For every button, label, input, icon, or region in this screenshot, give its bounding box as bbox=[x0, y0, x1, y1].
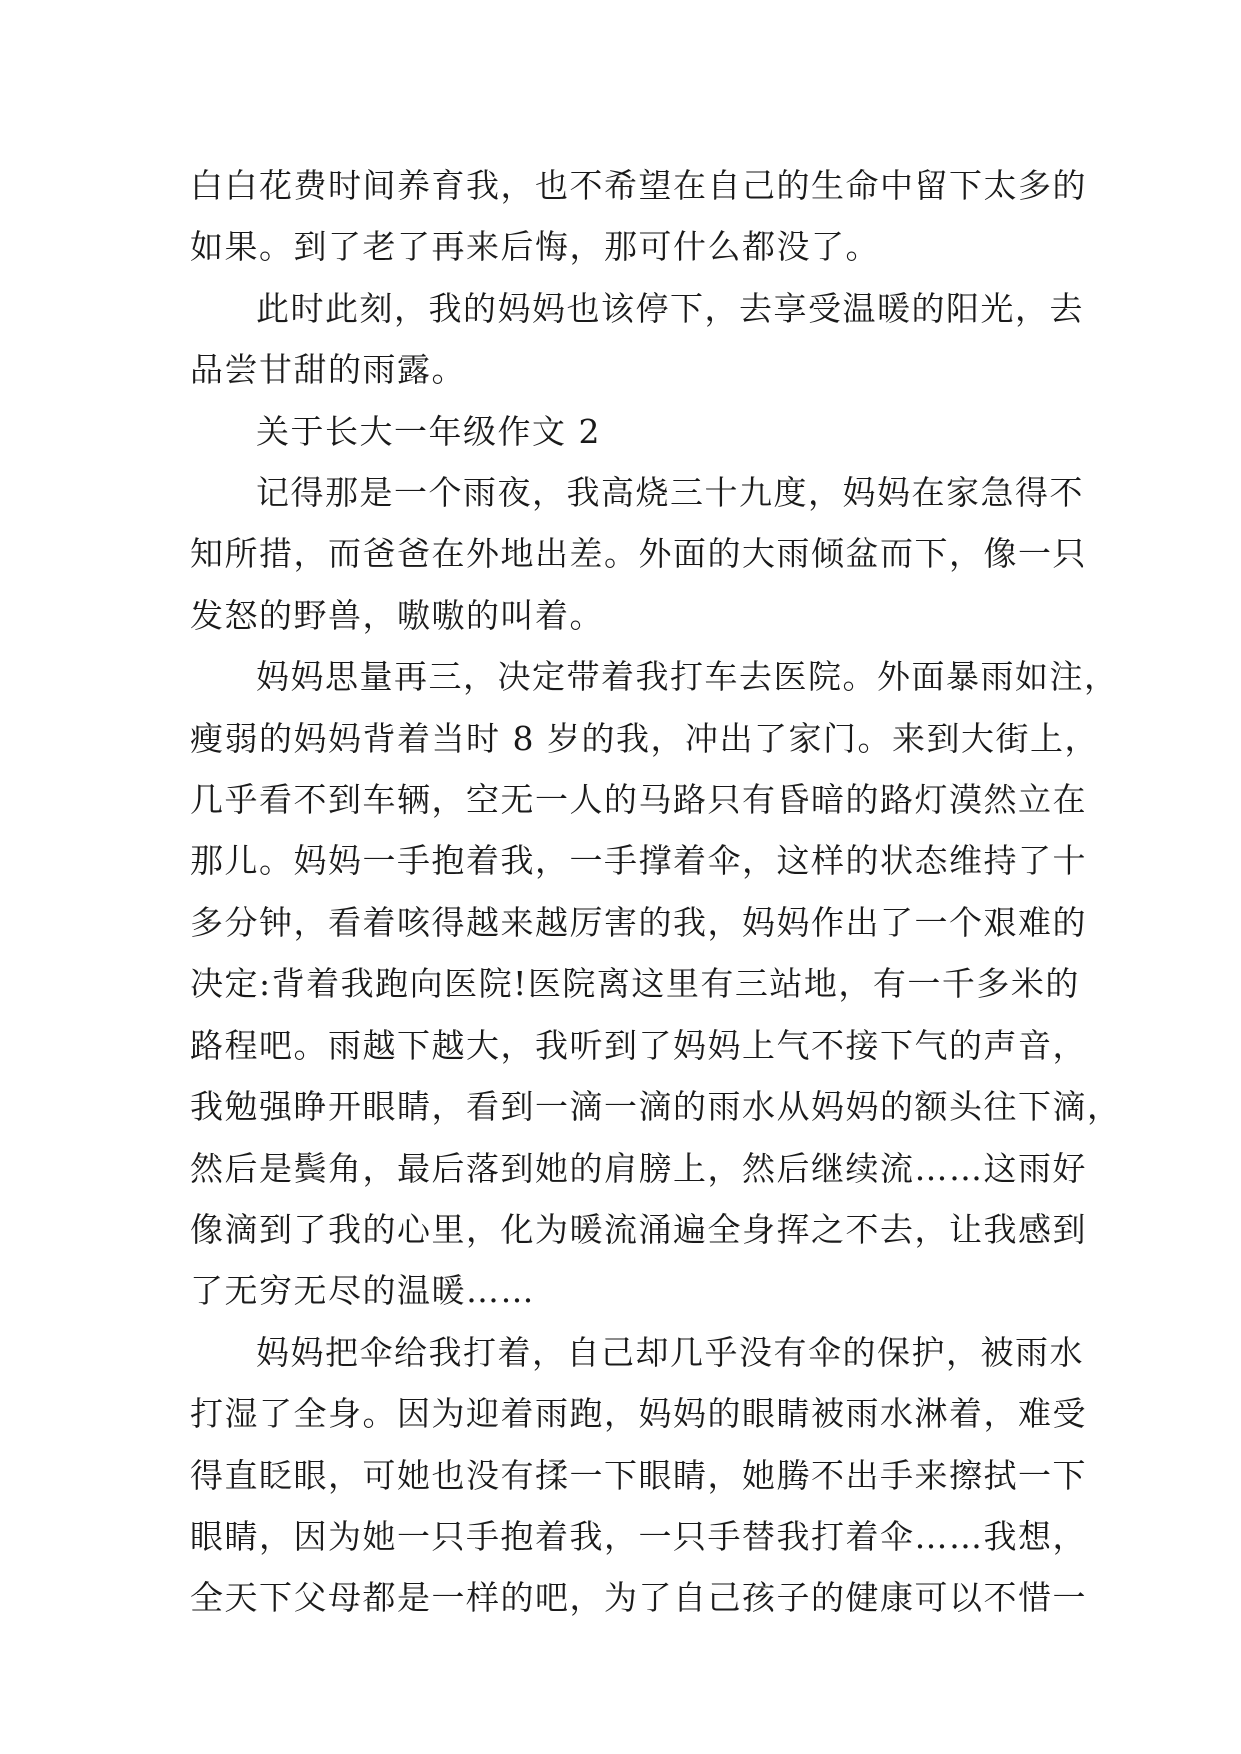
text-line: 品尝甘甜的雨露。 bbox=[190, 350, 466, 390]
text-line: 路程吧。雨越下越大，我听到了妈妈上气不接下气的声音， bbox=[190, 1025, 1087, 1065]
text-line: 此时此刻，我的妈妈也该停下，去享受温暖的阳光，去 bbox=[256, 288, 1084, 328]
text-line: 那儿。妈妈一手抱着我，一手撑着伞，这样的状态维持了十 bbox=[190, 841, 1087, 881]
heading-text: 关于长大一年级作文 2 bbox=[256, 411, 601, 451]
paragraph-5 bbox=[190, 1322, 1087, 1629]
text-line: 妈妈把伞给我打着，自己却几乎没有伞的保护，被雨水 bbox=[256, 1332, 1084, 1372]
text-line: 得直眨眼，可她也没有揉一下眼睛，她腾不出手来擦拭一下 bbox=[190, 1455, 1087, 1495]
text-line: 如果。到了老了再来后悔，那可什么都没了。 bbox=[190, 227, 880, 267]
text-line: 我勉强睁开眼睛，看到一滴一滴的雨水从妈妈的额头往下滴， bbox=[190, 1087, 1122, 1127]
text-line: 决定:背着我跑向医院!医院离这里有三站地，有一千多米的 bbox=[190, 964, 1080, 1004]
text-line: 记得那是一个雨夜，我高烧三十九度，妈妈在家急得不 bbox=[256, 473, 1084, 513]
text-line: 眼睛，因为她一只手抱着我，一只手替我打着伞……我想， bbox=[190, 1516, 1087, 1556]
text-line: 了无穷无尽的温暖…… bbox=[190, 1271, 535, 1311]
text-line: 像滴到了我的心里，化为暖流涌遍全身挥之不去，让我感到 bbox=[190, 1209, 1087, 1249]
text-line: 发怒的野兽，嗷嗷的叫着。 bbox=[190, 595, 604, 635]
paragraph-1 bbox=[190, 155, 1087, 278]
paragraph-2 bbox=[190, 278, 1084, 401]
text-line: 几乎看不到车辆，空无一人的马路只有昏暗的路灯漠然立在 bbox=[190, 780, 1087, 820]
text-line: 然后是鬓角，最后落到她的肩膀上，然后继续流……这雨好 bbox=[190, 1148, 1087, 1188]
essay-heading bbox=[190, 401, 1060, 462]
text-line: 妈妈思量再三，决定带着我打车去医院。外面暴雨如注， bbox=[256, 657, 1119, 697]
text-line: 白白花费时间养育我，也不希望在自己的生命中留下太多的 bbox=[190, 166, 1087, 205]
text-line: 多分钟，看着咳得越来越厉害的我，妈妈作出了一个艰难的 bbox=[190, 902, 1087, 942]
text-line: 全天下父母都是一样的吧，为了自己孩子的健康可以不惜一 bbox=[190, 1578, 1087, 1618]
paragraph-3 bbox=[190, 462, 1087, 646]
text-line: 打湿了全身。因为迎着雨跑，妈妈的眼睛被雨水淋着，难受 bbox=[190, 1394, 1087, 1434]
text-line: 知所措，而爸爸在外地出差。外面的大雨倾盆而下，像一只 bbox=[190, 534, 1087, 574]
paragraph-4 bbox=[190, 646, 1122, 1321]
text-line: 瘦弱的妈妈背着当时 8 岁的我，冲出了家门。来到大街上， bbox=[190, 718, 1099, 758]
document-page bbox=[190, 155, 1122, 1629]
